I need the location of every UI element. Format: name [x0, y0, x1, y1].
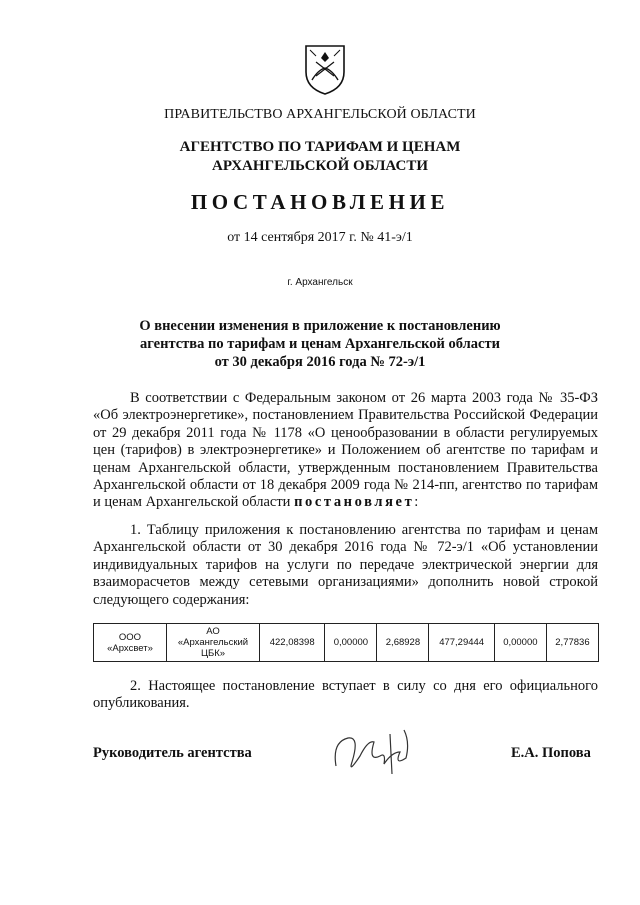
table-cell-value: 422,08398 [260, 624, 325, 662]
preamble-paragraph: В соответствии с Федеральным законом от 26 марта 2003 года № 35-ФЗ «Об электроэнергетике», постановлением Правительства Российской Федерации от 29 декабря 2011 года № 1178 «О ценообразовании в области регулируемых цен (тарифов) в электроэнергетике» и Положением об агентстве по тарифам и ценам Архангельской области, утвержденным постановлением Правительства Архангельской области от 18 декабря 2009 года № 214-пп, агентство по тарифам и ценам Архангельской области постановляет: [93, 390, 598, 511]
document-type-title: ПОСТАНОВЛЕНИЕ [190, 190, 450, 214]
clause-2-paragraph: 2. Настоящее постановление вступает в силу со дня его официального опубликования. [93, 678, 598, 712]
table-cell-value: 2,68928 [377, 624, 429, 662]
document-date-number: от 14 сентября 2017 г. № 41-э/1 [227, 230, 413, 245]
resolve-word: постановляет [294, 494, 415, 511]
table-cell-value: 2,77836 [546, 624, 598, 662]
clause-1-paragraph: 1. Таблицу приложения к постановлению агентства по тарифам и ценам Архангельской области от 30 декабря 2016 года № 72-э/1 «Об установлении индивидуальных тарифов на услуги по передаче электрической энергии для взаиморасчетов между сетевыми организациями» дополнить новой строкой следующего содержания: [93, 522, 598, 608]
signatory-name: Е.А. Попова [511, 745, 591, 761]
handwritten-signature [330, 722, 420, 780]
government-name: ПРАВИТЕЛЬСТВО АРХАНГЕЛЬСКОЙ ОБЛАСТИ [164, 107, 476, 122]
agency-name-line2: АРХАНГЕЛЬСКОЙ ОБЛАСТИ [212, 158, 428, 174]
signatory-position: Руководитель агентства [93, 745, 252, 761]
subject-line: О внесении изменения в приложение к постановлению [139, 318, 501, 334]
table-cell-value: 0,00000 [494, 624, 546, 662]
coat-of-arms-emblem [302, 40, 348, 96]
table-cell-value: 477,29444 [429, 624, 494, 662]
table-cell-value: 0,00000 [325, 624, 377, 662]
subject-line: агентства по тарифам и ценам Архангельской области [140, 336, 500, 352]
table-row [94, 624, 599, 662]
document-city: г. Архангельск [287, 277, 353, 288]
preamble-text: В соответствии с Федеральным законом от 26 марта 2003 года № 35-ФЗ «Об электроэнергетике», постановлением Правительства Российской Федерации от 29 декабря 2011 года № 1178 «О ценообразовании в области регулируемых цен (тарифов) в электроэнергетике» и Положением об агентстве по тарифам и ценам Архангельской области, утвержденным постановлением Правительства Архангельской области от 18 декабря 2009 года № 214-пп, агентство по тарифам и ценам Архангельской области [93, 390, 598, 511]
table-cell-counterparty: АО «Архангельский ЦБК» [167, 624, 260, 662]
table-cell-organization: ООО «Архсвет» [94, 624, 167, 662]
agency-name-line1: АГЕНТСТВО ПО ТАРИФАМ И ЦЕНАМ [179, 139, 461, 155]
subject-line: от 30 декабря 2016 года № 72-э/1 [214, 354, 426, 370]
tariff-table [93, 623, 599, 662]
